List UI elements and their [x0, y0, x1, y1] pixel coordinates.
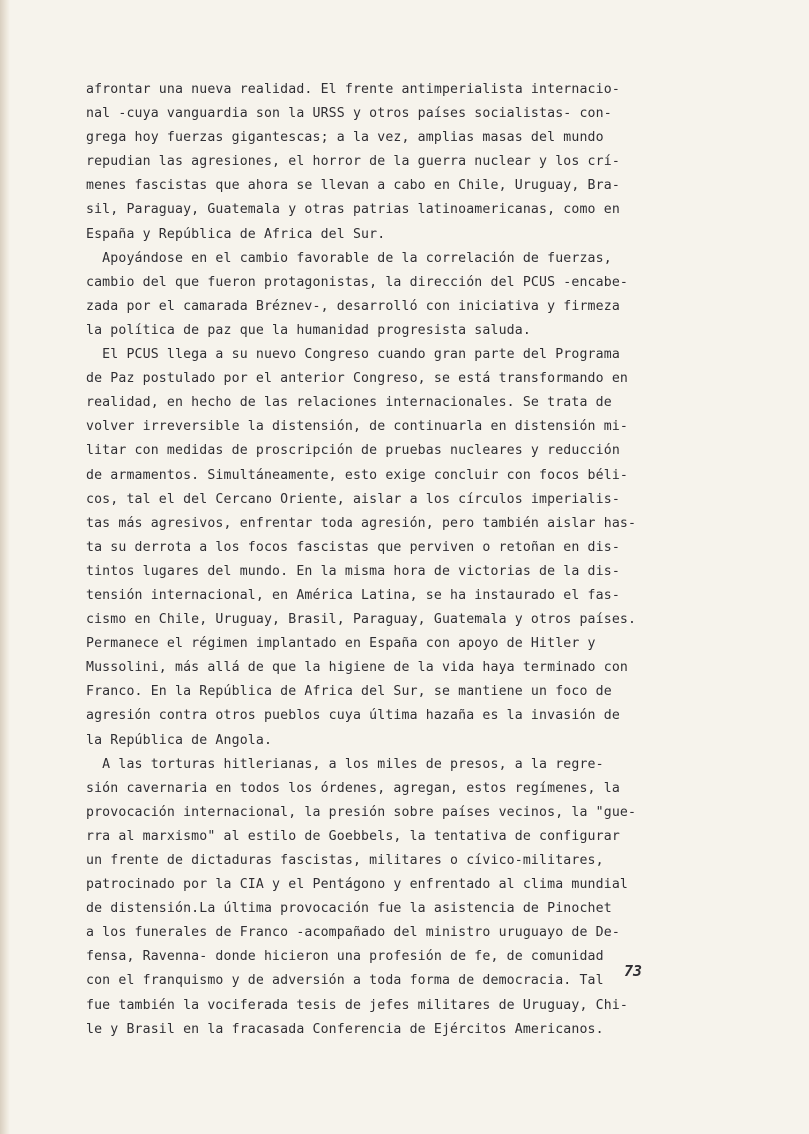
- text-line: sión cavernaria en todos los órdenes, agregan, estos regímenes, la: [86, 780, 620, 796]
- text-line: cambio del que fueron protagonistas, la dirección del PCUS -encabe-: [86, 274, 628, 290]
- text-line: menes fascistas que ahora se llevan a cabo en Chile, Uruguay, Bra-: [86, 178, 620, 194]
- body-text: [86, 78, 686, 1042]
- text-line: afrontar una nueva realidad. El frente antimperialista internacio-: [86, 82, 620, 97]
- text-line: nal -cuya vanguardia son la URSS y otros países socialistas- con-: [86, 106, 612, 122]
- text-line: España y República de Africa del Sur.: [86, 226, 386, 242]
- text-line: El PCUS llega a su nuevo Congreso cuando gran parte del Programa: [86, 347, 620, 363]
- text-line: de armamentos. Simultáneamente, esto exige concluir con focos béli-: [86, 467, 628, 483]
- text-line: grega hoy fuerzas gigantescas; a la vez, amplias masas del mundo: [86, 130, 604, 146]
- text-line: litar con medidas de proscripción de pruebas nucleares y reducción: [86, 443, 620, 459]
- text-line: agresión contra otros pueblos cuya última hazaña es la invasión de: [86, 708, 620, 724]
- text-line: tas más agresivos, enfrentar toda agresión, pero también aislar has-: [86, 515, 637, 531]
- text-line: cos, tal el del Cercano Oriente, aislar a los círculos imperialis-: [86, 491, 620, 507]
- text-line: cismo en Chile, Uruguay, Brasil, Paraguay, Guatemala y otros países.: [86, 612, 637, 628]
- text-line: la República de Angola.: [86, 732, 273, 748]
- page-number: 73: [624, 962, 643, 980]
- text-line: le y Brasil en la fracasada Conferencia de Ejércitos Americanos.: [86, 1021, 604, 1037]
- text-line: Franco. En la República de Africa del Sur, se mantiene un foco de: [86, 684, 612, 700]
- text-line: ta su derrota a los focos fascistas que perviven o retoñan en dis-: [86, 539, 620, 555]
- page-left-edge-shadow: [0, 0, 10, 1134]
- text-line: volver irreversible la distensión, de continuarla en distensión mi-: [86, 419, 628, 435]
- text-line: la política de paz que la humanidad progresista saluda.: [86, 322, 531, 338]
- text-line: rra al marxismo" al estilo de Goebbels, la tentativa de configurar: [86, 828, 620, 844]
- text-line: realidad, en hecho de las relaciones internacionales. Se trata de: [86, 395, 612, 411]
- text-line: provocación internacional, la presión sobre países vecinos, la "gue-: [86, 804, 637, 820]
- text-line: Permanece el régimen implantado en España con apoyo de Hitler y: [86, 636, 596, 652]
- text-line: Mussolini, más allá de que la higiene de la vida haya terminado con: [86, 660, 628, 676]
- text-line: un frente de dictaduras fascistas, militares o cívico-militares,: [86, 853, 604, 868]
- text-line: sil, Paraguay, Guatemala y otras patrias latinoamericanas, como en: [86, 202, 620, 218]
- text-line: patrocinado por la CIA y el Pentágono y enfrentado al clima mundial: [86, 877, 628, 893]
- text-line: fensa, Ravenna- donde hicieron una profesión de fe, de comunidad: [86, 949, 604, 965]
- text-line: repudian las agresiones, el horror de la guerra nuclear y los crí-: [86, 154, 620, 170]
- text-line: a los funerales de Franco -acompañado del ministro uruguayo de De-: [86, 925, 620, 941]
- text-line: de Paz postulado por el anterior Congreso, se está transformando en: [86, 371, 628, 387]
- text-line: A las torturas hitlerianas, a los miles de presos, a la regre-: [86, 756, 604, 772]
- text-line: tensión internacional, en América Latina, se ha instaurado el fas-: [86, 587, 620, 603]
- text-line: zada por el camarada Bréznev-, desarrolló con iniciativa y firmeza: [86, 298, 620, 314]
- text-line: de distensión.La última provocación fue la asistencia de Pinochet: [86, 901, 612, 917]
- text-line: Apoyándose en el cambio favorable de la correlación de fuerzas,: [86, 250, 612, 266]
- text-line: con el franquismo y de adversión a toda forma de democracia. Tal: [86, 973, 604, 989]
- text-line: tintos lugares del mundo. En la misma hora de victorias de la dis-: [86, 563, 620, 579]
- text-line: fue también la vociferada tesis de jefes militares de Uruguay, Chi-: [86, 997, 628, 1013]
